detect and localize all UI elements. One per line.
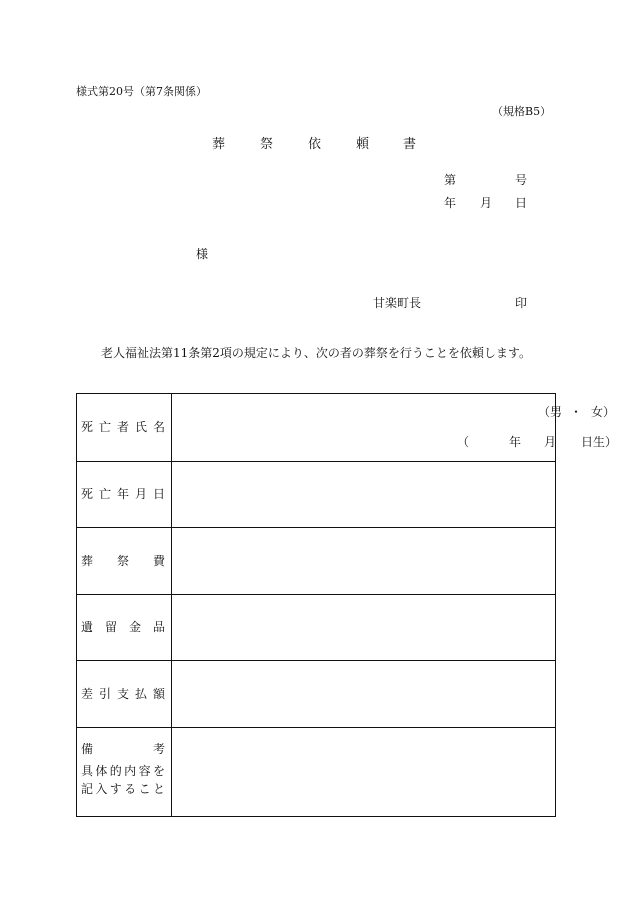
size-note: （規格B5）: [492, 105, 552, 118]
label-cell: [77, 462, 172, 527]
remarks-instruction-line2: 記 入 す る こ と: [81, 782, 165, 796]
row-label: 遺 留 金 品: [81, 620, 165, 634]
title-char: 頼: [356, 137, 370, 152]
number-suffix: 号: [515, 173, 528, 187]
row-label: 死 亡 者 氏 名: [81, 420, 165, 434]
funeral-cost-field[interactable]: [172, 528, 555, 594]
remarks-instruction-line1: 具 体 的 内 容 を: [81, 764, 165, 778]
row-label: 差 引 支 払 額: [81, 687, 165, 701]
table-row-deceased-name: [77, 394, 618, 461]
table-row-funeral-cost: [77, 527, 555, 594]
label-cell: [77, 661, 172, 727]
issue-month: 月: [480, 196, 493, 210]
seal-mark: 印: [515, 296, 528, 310]
title-char: 依: [308, 137, 322, 152]
remarks-field[interactable]: [172, 728, 555, 816]
birth-year: 年: [509, 435, 522, 449]
gender-open: （男: [538, 405, 563, 419]
issue-day: 日: [515, 196, 528, 210]
title-char: 書: [403, 137, 417, 152]
deceased-name-field[interactable]: [172, 394, 618, 461]
number-prefix: 第: [444, 173, 457, 187]
birth-month: 月: [544, 435, 557, 449]
table-row-remarks: [77, 727, 555, 816]
label-cell: [77, 595, 172, 660]
addressee-honorific: 様: [196, 247, 209, 261]
remaining-assets-field[interactable]: [172, 595, 555, 660]
sender-name: 甘楽町長: [373, 296, 422, 310]
gender-separator: ・: [570, 405, 583, 419]
net-payment-field[interactable]: [172, 661, 555, 727]
form-number: 様式第20号（第7条関係）: [76, 85, 207, 98]
row-label: 備 考: [81, 742, 165, 756]
request-statement: 老人福祉法第11条第2項の規定により、次の者の葬祭を行うことを依頼します。: [101, 346, 531, 360]
gender-close: 女）: [591, 405, 616, 419]
label-cell: [77, 528, 172, 594]
birth-day: 日生）: [581, 435, 618, 449]
title-char: 祭: [260, 137, 274, 152]
title-char: 葬: [212, 137, 226, 152]
issue-year: 年: [444, 196, 457, 210]
table-row-date-of-death: [77, 461, 555, 527]
table-row-net-payment: [77, 660, 555, 727]
birth-open: （: [457, 435, 470, 449]
label-cell: [77, 394, 172, 461]
row-label: 死 亡 年 月 日: [81, 487, 165, 501]
label-cell: [77, 728, 172, 816]
request-form-table: [76, 393, 618, 817]
date-of-death-field[interactable]: [172, 462, 555, 527]
table-row-remaining-assets: [77, 594, 555, 660]
row-label: 葬 祭 費: [81, 554, 165, 568]
